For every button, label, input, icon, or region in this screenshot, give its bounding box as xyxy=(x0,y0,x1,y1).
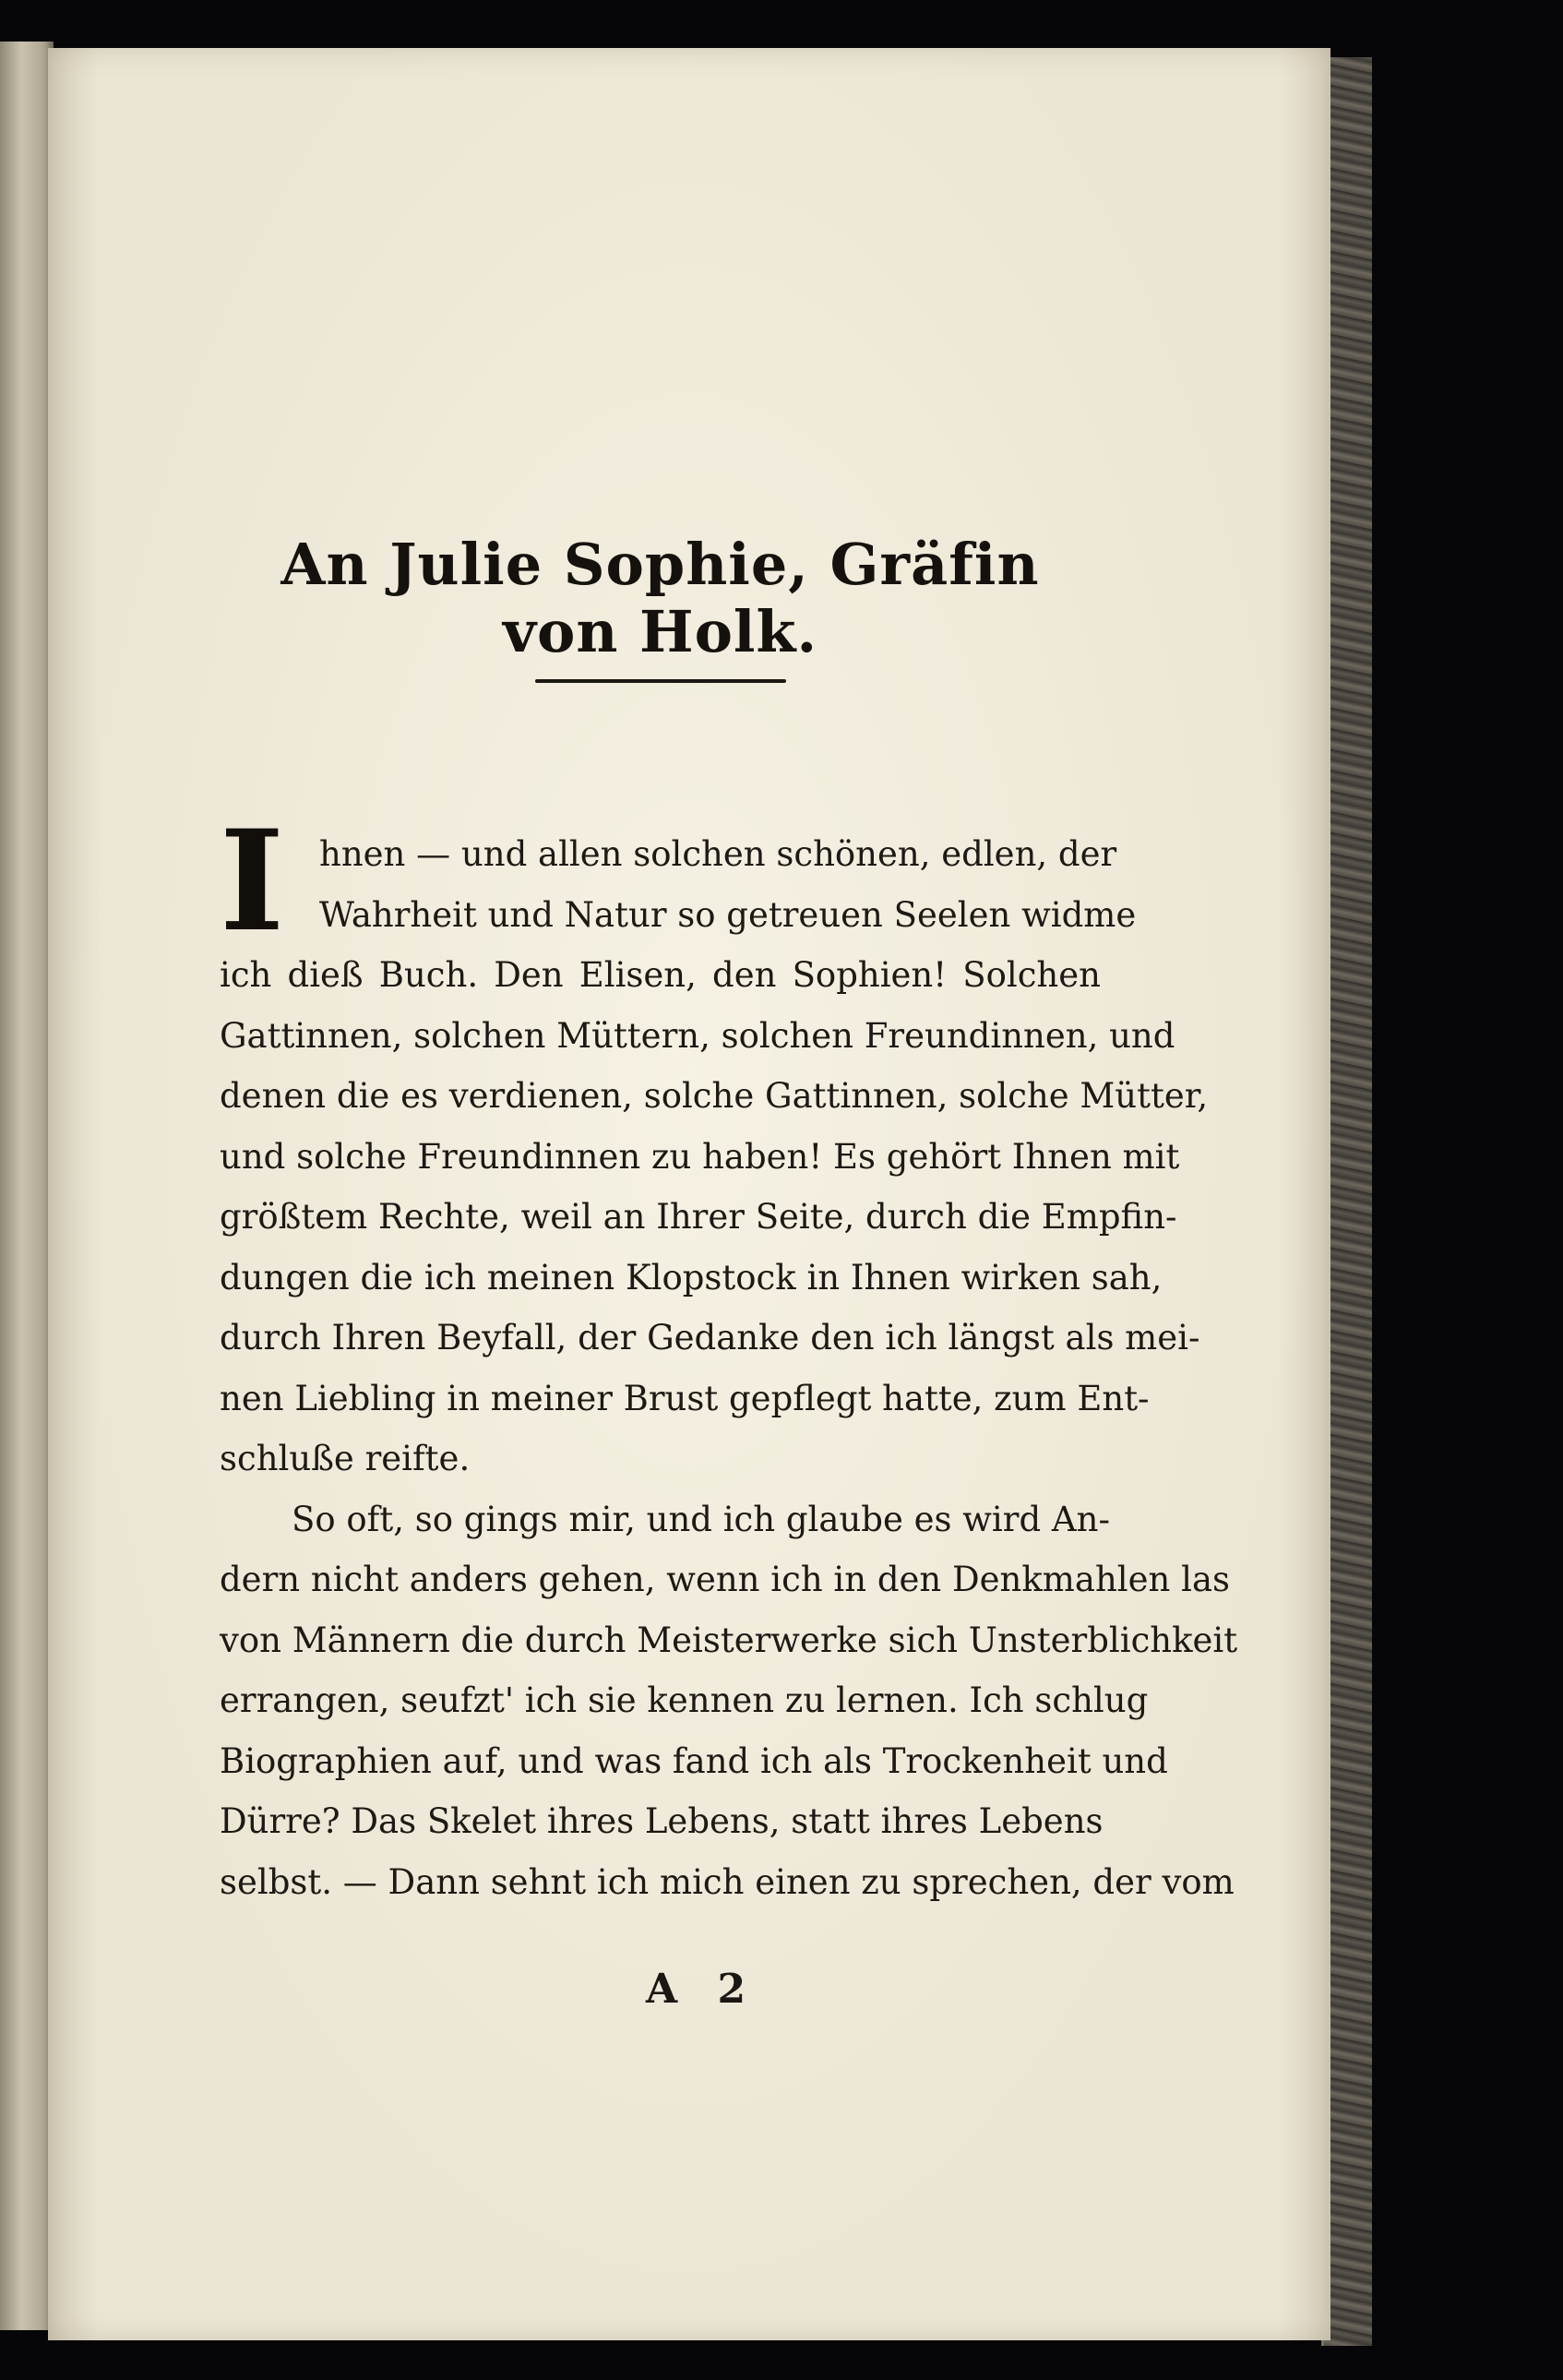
text-line: und solche Freundinnen zu haben! Es gehört Ihnen mit xyxy=(220,1136,1180,1177)
text-line: denen die es verdienen, solche Gattinnen, solche Mütter, xyxy=(220,1076,1209,1116)
text-line: durch Ihren Beyfall, der Gedanke den ich längst als mei- xyxy=(220,1318,1200,1357)
text-line: dungen die ich meinen Klopstock in Ihnen wirken sah, xyxy=(220,1257,1163,1298)
text-line: dern nicht anders gehen, wenn ich in den Denkmahlen las xyxy=(220,1560,1230,1599)
text-line: selbst. — Dann sehnt ich mich einen zu sprechen, der vom xyxy=(220,1861,1235,1902)
text-line: Biographien auf, und was fand ich als Trockenheit und xyxy=(220,1740,1168,1781)
text-line: größtem Rechte, weil an Ihrer Seite, durch die Empfin- xyxy=(220,1197,1177,1237)
page-title: An Julie Sophie, Gräfin von Holk. xyxy=(280,531,1040,665)
drop-cap: I xyxy=(220,800,285,963)
text-line: ich dieß Buch. Den Elisen, den Sophien! Solchen xyxy=(220,955,1101,995)
text-line: Dürre? Das Skelet ihres Lebens, statt ihres Lebens xyxy=(220,1801,1104,1841)
text-line: von Männern die durch Meisterwerke sich Unsterblichkeit xyxy=(220,1620,1238,1660)
left-book-edge xyxy=(0,42,54,2330)
signature-mark: A 2 xyxy=(646,1966,759,2013)
body-text xyxy=(220,824,1238,1912)
text-line: Wahrheit und Natur so getreuen Seelen widme xyxy=(319,894,1137,935)
text-line: nen Liebling in meiner Brust gepflegt hatte, zum Ent- xyxy=(220,1378,1150,1418)
text-line: Gattinnen, solchen Müttern, solchen Freundinnen, und xyxy=(220,1015,1175,1056)
text-line: hnen — und allen solchen schönen, edlen, der xyxy=(319,834,1117,874)
text-line: schluße reifte. xyxy=(220,1439,471,1478)
text-line: So oft, so gings mir, und ich glaube es wird An- xyxy=(292,1499,1110,1539)
title-rule xyxy=(535,679,786,683)
text-line: errangen, seufzt' ich sie kennen zu lernen. Ich schlug xyxy=(220,1680,1149,1720)
